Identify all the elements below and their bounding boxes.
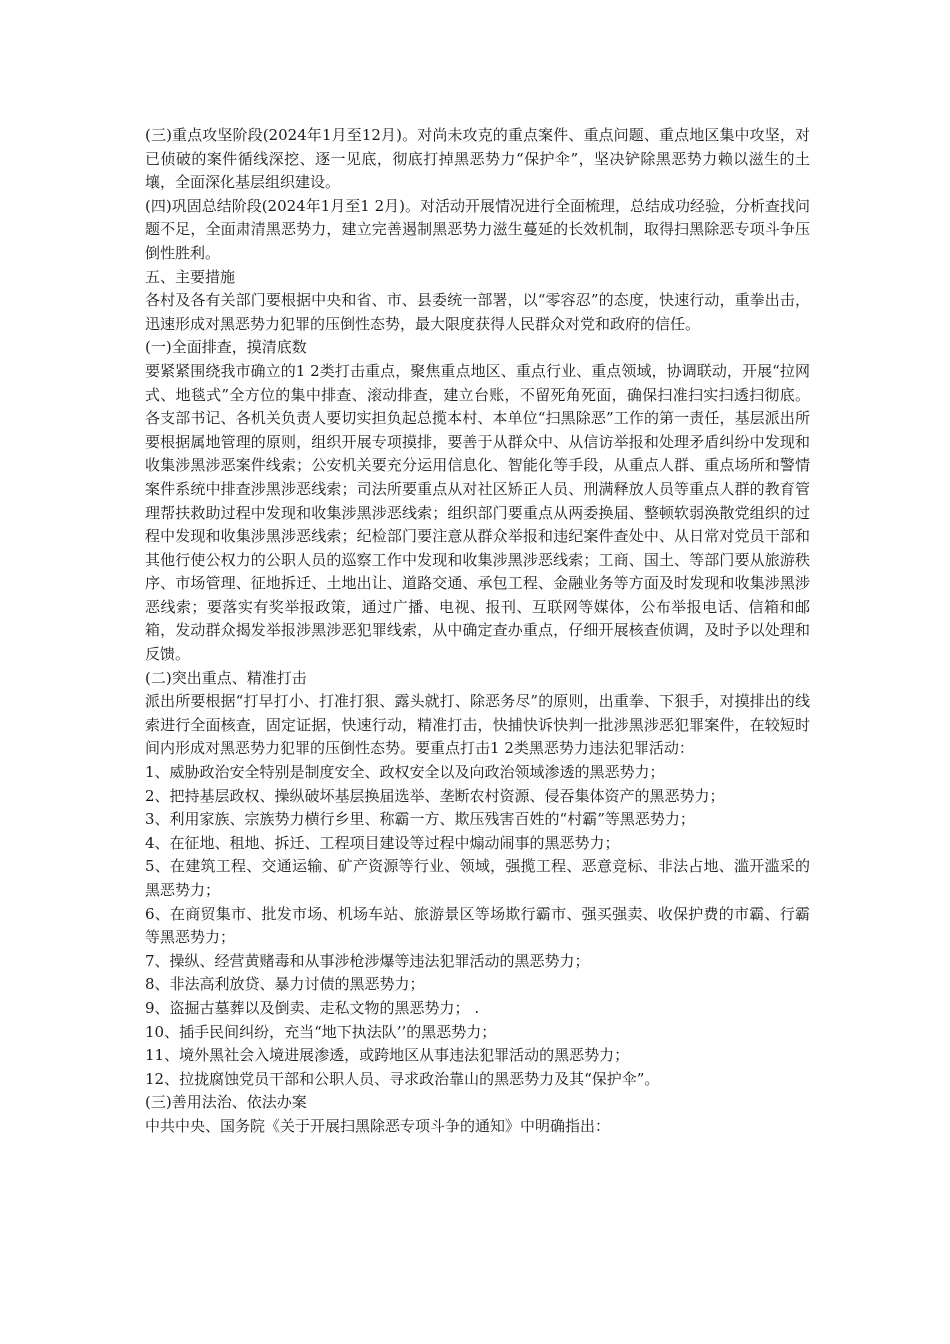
list-item-6: 6、在商贸集市、批发市场、机场车站、旅游景区等场欺行霸市、强买强卖、收保护费的市霸、行霸等黑恶势力；: [145, 904, 810, 947]
paragraph-phase-four: (四)巩固总结阶段(2024年1月至1 2月)。对活动开展情况进行全面梳理，总结成功经验，分析查找问题不足，全面肃清黑恶势力，建立完善遏制黑恶势力滋生蔓延的长效机制，取得扫黑除恶专项斗争压倒性胜利。: [145, 196, 810, 262]
list-item-7: 7、操纵、经营黄赌毒和从事涉枪涉爆等违法犯罪活动的黑恶势力；: [145, 951, 590, 970]
document-body: [145, 124, 810, 1139]
list-item-4: 4、在征地、租地、拆迁、工程项目建设等过程中煽动闹事的黑恶势力；: [145, 833, 620, 852]
list-item-12: 12、拉拢腐蚀党员干部和公职人员、寻求政治靠山的黑恶势力及其“保护伞”。: [145, 1069, 660, 1088]
paragraph-central-notice: 中共中央、国务院《关于开展扫黑除恶专项斗争的通知》中明确指出：: [145, 1116, 611, 1135]
list-item-9: 9、盗掘古墓葬以及倒卖、走私文物的黑恶势力； .: [145, 998, 480, 1017]
subsection-heading-1: (一)全面排查，摸清底数: [145, 338, 307, 357]
paragraph-investigation: 要紧紧围绕我市确立的1 2类打击重点，聚焦重点地区、重点行业、重点领域，协调联动，开展“拉网式、地毯式”全方位的集中排查、滚动排查，建立台账，不留死角死面，确保扫准扫实扫透扫彻底。各支部书记、各机关负责人要切实担负起总揽本村、本单位“扫黑除恶”工作的第一责任，基层派出所要根据属地管理的原则，组织开展专项摸排，要善于从群众中、从信访举报和处理矛盾纠纷中发现和收集涉黑涉恶案件线索；公安机关要充分运用信息化、智能化等手段，从重点人群、重点场所和警情案件系统中排查涉黑涉恶线索；司法所要重点从对社区矫正人员、刑满释放人员等重点人群的教育管理帮扶救助过程中发现和收集涉黑涉恶线索；组织部门要重点从两委换届、整顿软弱涣散党组织的过程中发现和收集涉黑涉恶线索；纪检部门要注意从群众举报和违纪案件查处中、从日常对党员干部和其他行使公权力的公职人员的巡察工作中发现和收集涉黑涉恶线索；工商、国土、等部门要从旅游秩序、市场管理、征地拆迁、土地出让、道路交通、承包工程、金融业务等方面及时发现和收集涉黑涉恶线索；要落实有奖举报政策，通过广播、电视、报刊、互联网等媒体，公布举报电话、信箱和邮箱，发动群众揭发举报涉黑涉恶犯罪线索，从中确定查办重点，仔细开展核查侦调，及时予以处理和反馈。: [145, 361, 810, 664]
list-item-8: 8、非法高利放贷、暴力讨债的黑恶势力；: [145, 975, 425, 994]
list-item-11: 11、境外黑社会入境进展渗透，或跨地区从事违法犯罪活动的黑恶势力；: [145, 1046, 630, 1065]
subsection-heading-3: (三)善用法治、依法办案: [145, 1093, 307, 1112]
subsection-heading-2: (二)突出重点、精准打击: [145, 668, 307, 687]
list-item-5: 5、在建筑工程、交通运输、矿产资源等行业、领域，强揽工程、恶意竞标、非法占地、滥开滥采的黑恶势力；: [145, 857, 810, 899]
paragraph-measures-intro: 各村及各有关部门要根据中央和省、市、县委统一部署，以“零容忍”的态度，快速行动，重拳出击，迅速形成对黑恶势力犯罪的压倒性态势，最大限度获得人民群众对党和政府的信任。: [145, 291, 810, 333]
section-heading-main-measures: 五、主要措施: [145, 267, 236, 286]
list-item-2: 2、把持基层政权、操纵破坏基层换届选举、垄断农村资源、侵吞集体资产的黑恶势力；: [145, 786, 725, 805]
list-item-10: 10、插手民间纠纷，充当“地下执法队’’的黑恶势力；: [145, 1022, 497, 1041]
list-item-1: 1、威胁政治安全特别是制度安全、政权安全以及向政治领域渗透的黑恶势力；: [145, 763, 665, 782]
paragraph-targeted-strike: 派出所要根据“打早打小、打准打狠、露头就打、除恶务尽”的原则，出重拳、下狠手，对摸排出的线索进行全面核查，固定证据，快速行动，精准打击，快捕快诉快判一批涉黑涉恶犯罪案件，在较短时间内形成对黑恶势力犯罪的压倒性态势。要重点打击1 2类黑恶势力违法犯罪活动：: [145, 692, 810, 758]
paragraph-phase-three: (三)重点攻坚阶段(2024年1月至12月)。对尚未攻克的重点案件、重点问题、重点地区集中攻坚，对已侦破的案件循线深挖、逐一见底，彻底打掉黑恶势力“保护伞”，坚决铲除黑恶势力赖以滋生的土壤，全面深化基层组织建设。: [145, 126, 810, 192]
list-item-3: 3、利用家族、宗族势力横行乡里、称霸一方、欺压残害百姓的“村霸”等黑恶势力；: [145, 810, 695, 829]
